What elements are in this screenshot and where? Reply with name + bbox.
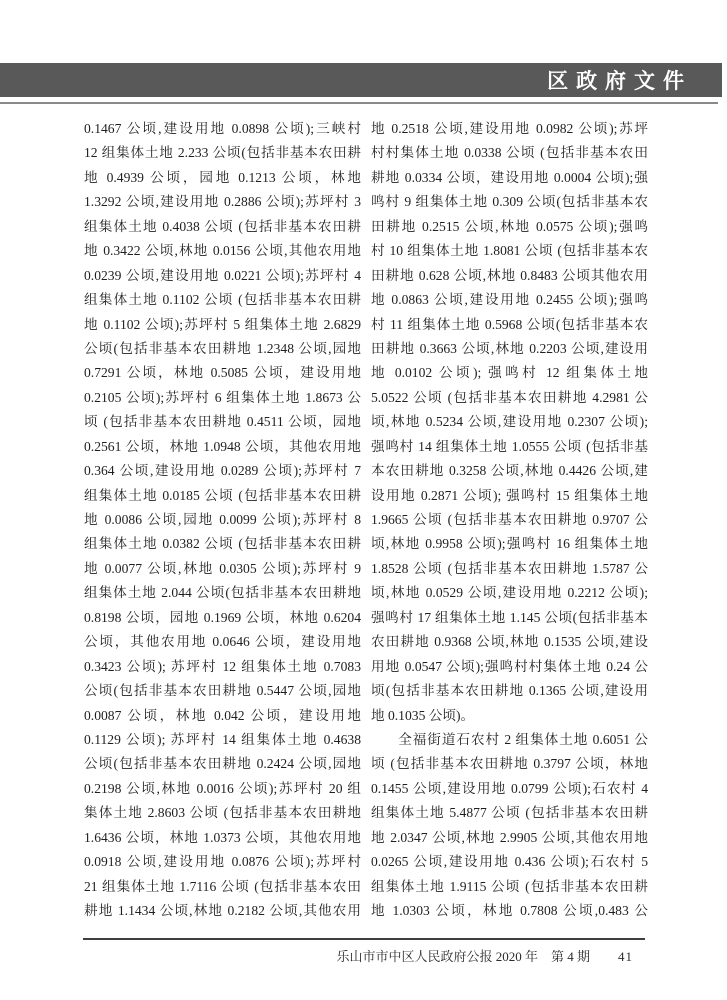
text-line: 顷 (包括非基本农田耕地 0.4511 公顷，园地 xyxy=(84,414,361,430)
footer-page-number: 41 xyxy=(618,949,633,964)
text-line: 组集体土地 0.0382 公顷 (包括非基本农田耕 xyxy=(84,536,361,552)
text-line: 地 2.0347 公顷,林地 2.9905 公顷,其他农用地 xyxy=(371,829,648,845)
document-body xyxy=(84,117,648,923)
text-line: 组集体土地 0.0185 公顷 (包括非基本农田耕 xyxy=(84,487,361,503)
text-line: 顷 (包括非基本农田耕地 0.3797 公顷，林地 xyxy=(371,756,648,772)
footer-journal-title: 乐山市市中区人民政府公报 2020 年 第 4 期 xyxy=(336,949,590,964)
text-line: 1.3292 公顷,建设用地 0.2886 公顷);苏坪村 3 xyxy=(84,194,361,210)
text-line: 设用地 0.2871 公顷); 强鸣村 15 组集体土地 xyxy=(371,487,648,503)
text-line: 1.8528 公顷 (包括非基本农田耕地 1.5787 公 xyxy=(371,560,648,576)
text-line: 用地 0.0547 公顷);强鸣村村集体土地 0.24 公 xyxy=(371,658,648,674)
footer-rule xyxy=(83,938,645,940)
text-line: 0.2105 公顷);苏坪村 6 组集体土地 1.8673 公 xyxy=(84,389,361,405)
section-header-bar xyxy=(0,63,722,97)
text-line: 村 10 组集体土地 1.8081 公顷 (包括非基本农 xyxy=(371,243,648,259)
text-line: 0.1467 公顷,建设用地 0.0898 公顷);三峡村 xyxy=(84,121,361,136)
text-line: 田耕地 0.3663 公顷,林地 0.2203 公顷,建设用 xyxy=(371,340,648,356)
section-title: 区政府文件 xyxy=(547,70,692,93)
text-line: 耕地 1.1434 公顷,林地 0.2182 公顷,其他农用 xyxy=(84,903,361,918)
text-line: 公顷(包括非基本农田耕地 0.2424 公顷,园地 xyxy=(84,756,361,772)
text-line: 0.1455 公顷,建设用地 0.0799 公顷);石农村 4 xyxy=(371,780,648,796)
text-line: 顷,林地 0.5234 公顷,建设用地 0.2307 公顷); xyxy=(371,414,648,430)
page-footer xyxy=(83,947,633,967)
text-line: 0.8198 公顷，园地 0.1969 公顷，林地 0.6204 xyxy=(84,609,361,625)
text-line: 强鸣村 14 组集体土地 1.0555 公顷 (包括非基 xyxy=(371,438,648,454)
text-line: 0.364 公顷,建设用地 0.0289 公顷);苏坪村 7 xyxy=(84,463,361,479)
text-line: 集体土地 2.8603 公顷 (包括非基本农田耕地 xyxy=(84,805,361,821)
text-line: 0.0918 公顷,建设用地 0.0876 公顷);苏坪村 xyxy=(84,854,361,870)
text-line: 地 0.0102 公顷); 强鸣村 12 组集体土地 xyxy=(371,365,648,381)
text-line: 公顷(包括非基本农田耕地 0.5447 公顷,园地 xyxy=(84,683,361,699)
text-line: 0.0239 公顷,建设用地 0.0221 公顷);苏坪村 4 xyxy=(84,267,361,283)
header-rule xyxy=(0,102,718,104)
text-line: 组集体土地 2.044 公顷(包括非基本农田耕地 xyxy=(84,585,361,601)
text-line: 田耕地 0.2515 公顷,林地 0.0575 公顷);强鸣 xyxy=(371,218,648,234)
text-line: 强鸣村 17 组集体土地 1.145 公顷(包括非基本 xyxy=(371,609,648,625)
text-line: 组集体土地 0.4038 公顷 (包括非基本农田耕 xyxy=(84,218,361,234)
text-line: 地 0.0086 公顷,园地 0.0099 公顷);苏坪村 8 xyxy=(84,512,361,527)
text-line: 顷(包括非基本农田耕地 0.1365 公顷,建设用 xyxy=(371,683,648,699)
text-line: 0.7291 公顷，林地 0.5085 公顷，建设用地 xyxy=(84,365,361,381)
text-line: 5.0522 公顷 (包括非基本农田耕地 4.2981 公 xyxy=(371,389,648,405)
text-line: 0.2198 公顷,林地 0.0016 公顷);苏坪村 20 组 xyxy=(84,780,361,796)
text-line: 全福街道石农村 2 组集体土地 0.6051 公 xyxy=(398,731,648,747)
text-line: 地 0.1102 公顷);苏坪村 5 组集体土地 2.6829 xyxy=(84,316,361,332)
text-line: 本农田耕地 0.3258 公顷,林地 0.4426 公顷,建 xyxy=(371,463,648,479)
text-line: 组集体土地 1.9115 公顷 (包括非基本农田耕 xyxy=(371,878,648,894)
text-line: 地 0.4939 公顷，园地 0.1213 公顷，林地 xyxy=(84,169,361,185)
text-line: 顷,林地 0.0529 公顷,建设用地 0.2212 公顷); xyxy=(371,585,648,601)
text-line: 地 0.3422 公顷,林地 0.0156 公顷,其他农用地 xyxy=(84,243,361,259)
text-line: 0.3423 公顷); 苏坪村 12 组集体土地 0.7083 xyxy=(84,658,361,674)
text-line: 村村集体土地 0.0338 公顷 (包括非基本农田 xyxy=(371,145,648,161)
text-line: 0.2561 公顷，林地 1.0948 公顷，其他农用地 xyxy=(84,438,361,454)
text-line: 1.9665 公顷 (包括非基本农田耕地 0.9707 公 xyxy=(371,512,648,527)
text-line: 农田耕地 0.9368 公顷,林地 0.1535 公顷,建设 xyxy=(371,634,648,650)
text-line: 村 11 组集体土地 0.5968 公顷(包括非基本农 xyxy=(371,316,648,332)
text-line: 田耕地 0.628 公顷,林地 0.8483 公顷其他农用 xyxy=(371,267,648,283)
text-line: 地 1.0303 公顷，林地 0.7808 公顷,0.483 公 xyxy=(371,903,648,918)
text-line: 地 0.1035 公顷)。 xyxy=(371,707,475,723)
text-line: 地 0.0077 公顷,林地 0.0305 公顷);苏坪村 9 xyxy=(84,560,361,576)
text-line: 0.0265 公顷,建设用地 0.436 公顷);石农村 5 xyxy=(371,854,648,870)
text-line: 耕地 0.0334 公顷，建设用地 0.0004 公顷);强 xyxy=(371,169,648,185)
text-line: 组集体土地 0.1102 公顷 (包括非基本农田耕 xyxy=(84,292,361,308)
text-line: 0.0087 公顷，林地 0.042 公顷，建设用地 xyxy=(84,707,361,723)
text-line: 顷,林地 0.9958 公顷);强鸣村 16 组集体土地 xyxy=(371,536,648,552)
text-line: 公顷(包括非基本农田耕地 1.2348 公顷,园地 xyxy=(84,340,361,356)
right-column xyxy=(371,117,648,923)
text-line: 0.1129 公顷); 苏坪村 14 组集体土地 0.4638 xyxy=(84,731,361,747)
text-line: 地 0.2518 公顷,建设用地 0.0982 公顷);苏坪 xyxy=(371,121,648,136)
text-line: 12 组集体土地 2.233 公顷(包括非基本农田耕 xyxy=(84,145,361,161)
text-line: 组集体土地 5.4877 公顷 (包括非基本农田耕 xyxy=(371,805,648,821)
text-line: 1.6436 公顷，林地 1.0373 公顷，其他农用地 xyxy=(84,829,361,845)
text-line: 21 组集体土地 1.7116 公顷 (包括非基本农田 xyxy=(84,878,361,894)
text-line: 鸣村 9 组集体土地 0.309 公顷(包括非基本农 xyxy=(371,194,648,210)
text-line: 公顷，其他农用地 0.0646 公顷，建设用地 xyxy=(84,634,361,650)
left-column xyxy=(84,117,361,923)
text-line: 地 0.0863 公顷,建设用地 0.2455 公顷);强鸣 xyxy=(371,292,648,308)
